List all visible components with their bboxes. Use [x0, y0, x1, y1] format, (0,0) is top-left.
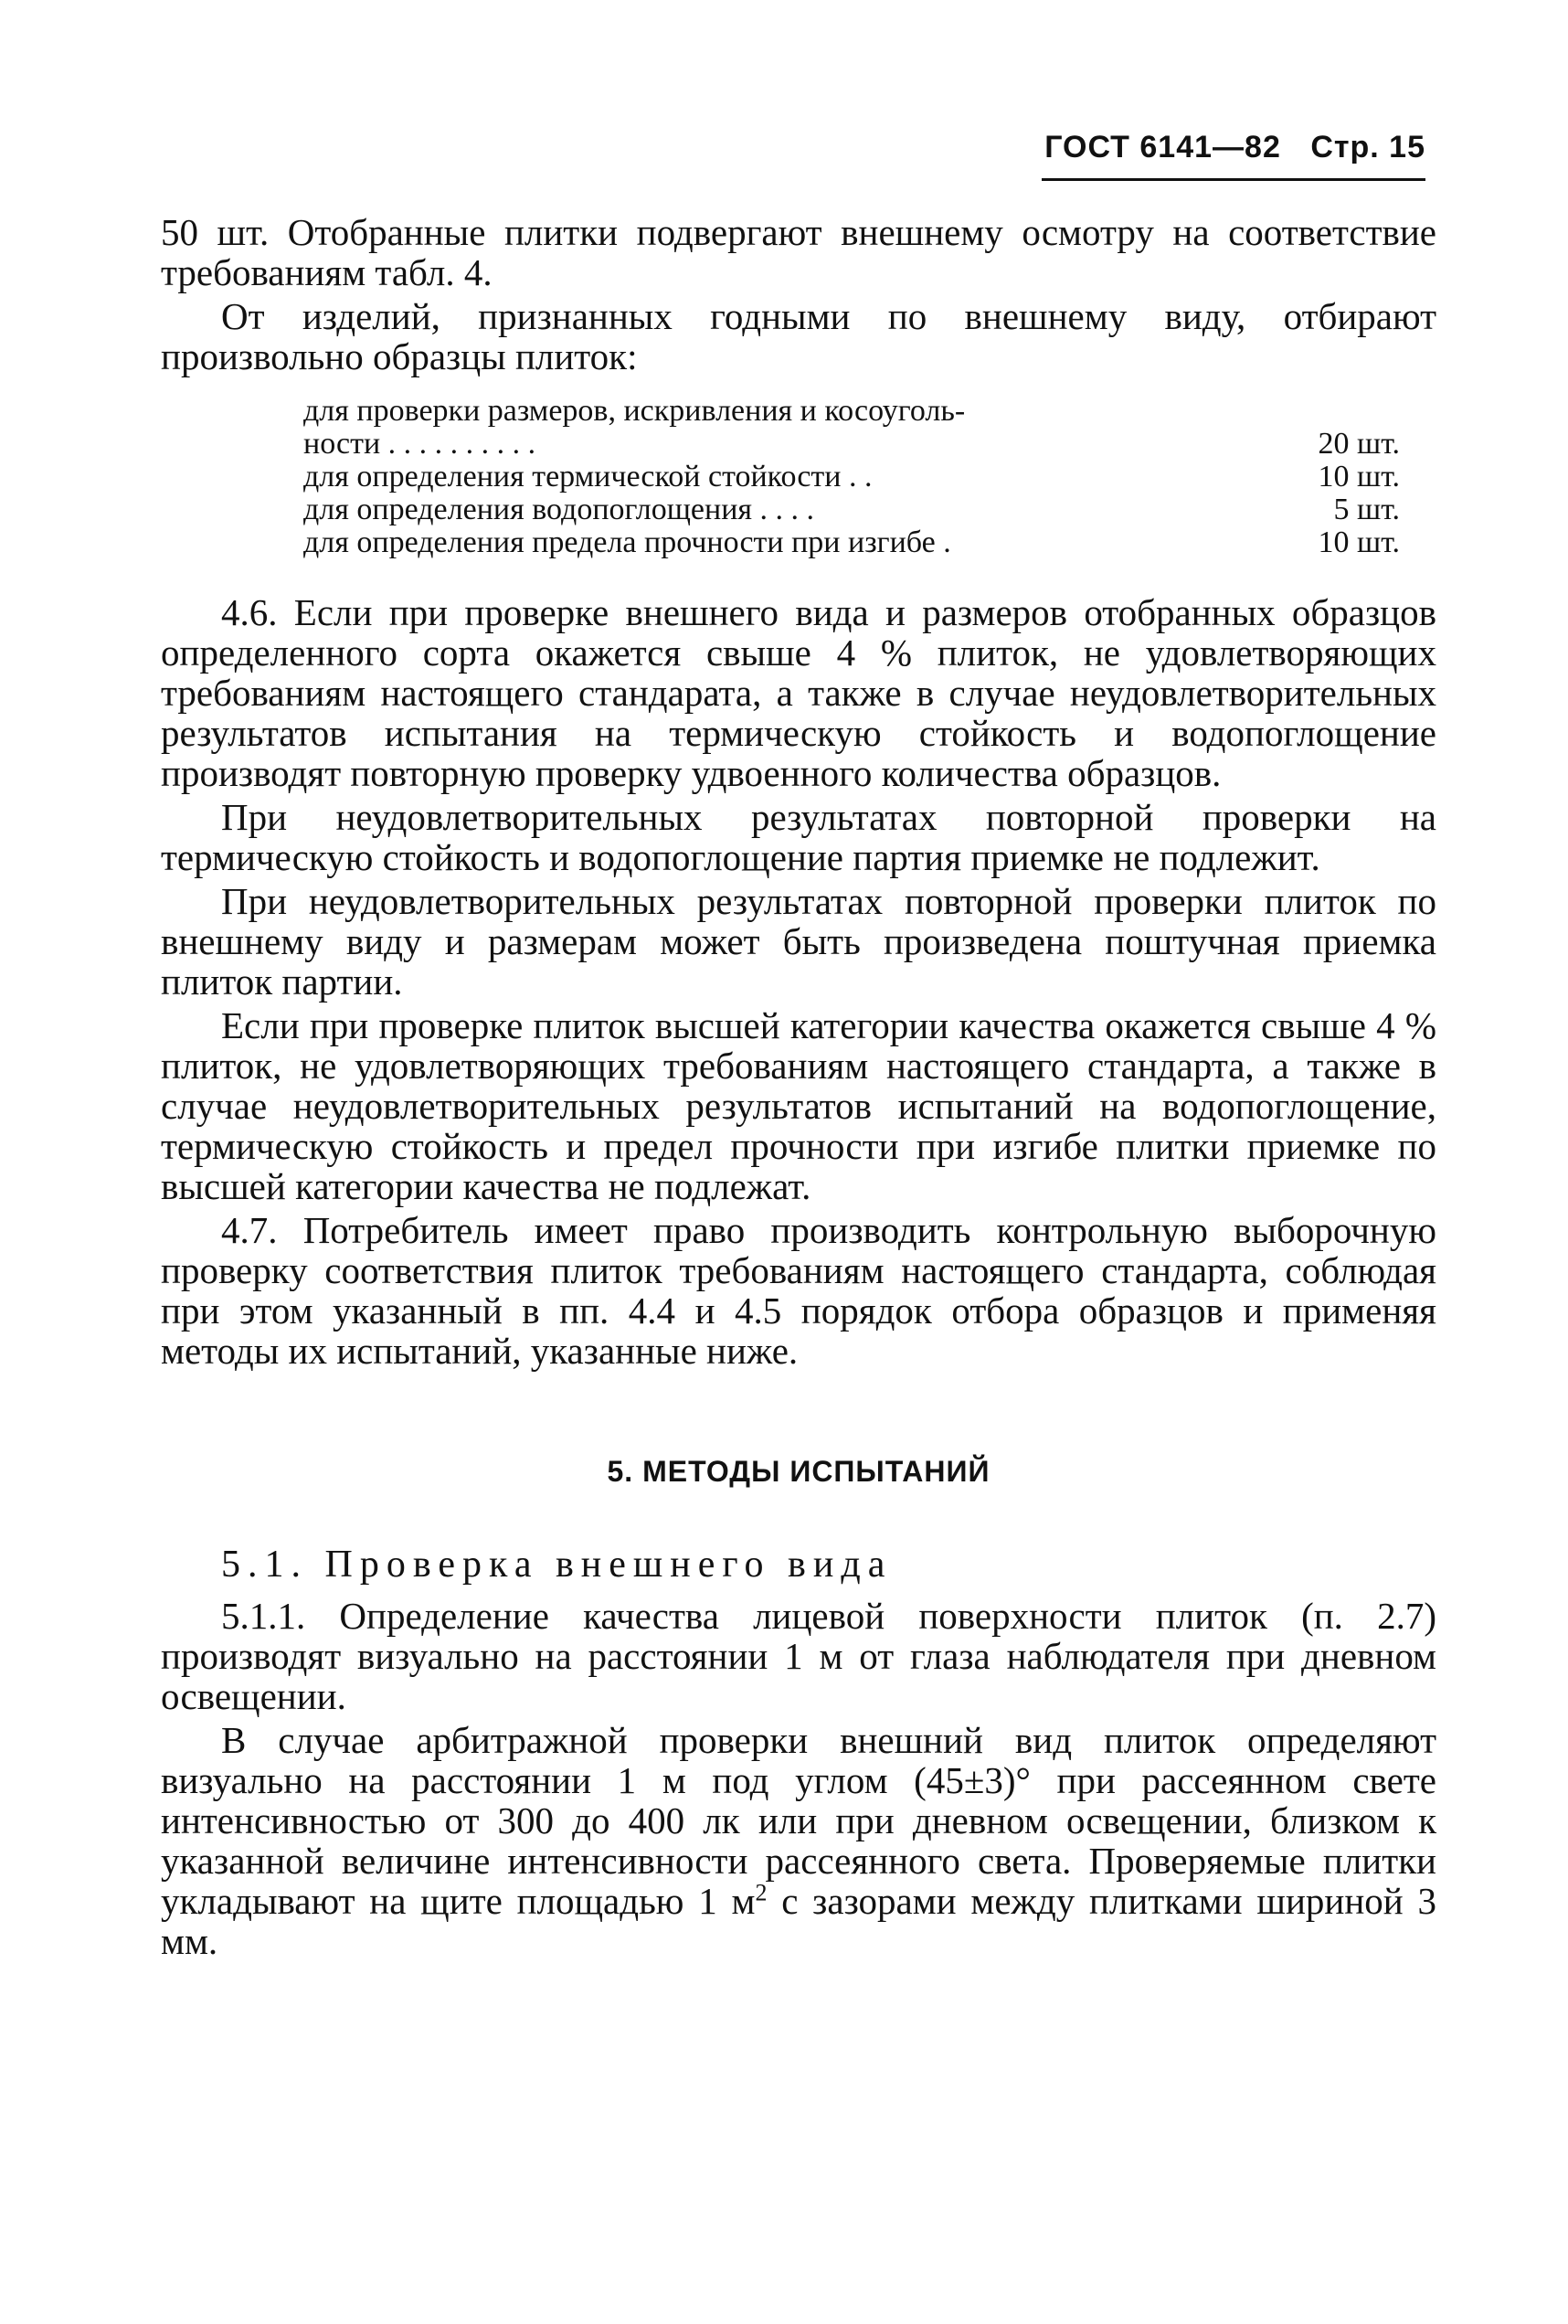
page-number: Стр. 15	[1310, 130, 1425, 164]
sample-list-item-qty: 10 шт.	[1318, 460, 1400, 493]
sample-list-item	[303, 493, 1436, 526]
page-header	[1042, 130, 1425, 181]
paragraph-5-1-1: 5.1.1. Определение качества лицевой поверхности плиток (п. 2.7) производят визуально на расстоянии 1 м от глаза наблюдателя при дневном освещении.	[161, 1595, 1436, 1717]
paragraph-repeat-test-fail: При неудовлетворительных результатах повторной проверки на термическую стойкость и водопоглощение партия приемке не подлежит.	[161, 796, 1436, 878]
sample-list-item-qty: 5 шт.	[1333, 493, 1400, 526]
paragraph-piecewise-acceptance: При неудовлетворительных результатах повторной проверки плиток по внешнему виду и размерам может быть произведена поштучная приемка плиток партии.	[161, 880, 1436, 1003]
sample-list	[303, 395, 1436, 559]
sample-list-item-label: для определения водопоглощения . . . .	[303, 493, 815, 526]
paragraph-highest-category: Если при проверке плиток высшей категории качества окажется свыше 4 % плиток, не удовлетворяющих требованиям настоящего стандарта, а также в случае неудовлетворительных результатов испытаний на водопоглощение, термическую стойкость и предел прочности при изгибе плитки приемке по высшей категории качества не подлежат.	[161, 1004, 1436, 1207]
section-title: 5. МЕТОДЫ ИСПЫТАНИЙ	[607, 1455, 991, 1488]
sample-list-item-label: ности . . . . . . . . . .	[303, 427, 536, 461]
sample-list-item	[303, 461, 1436, 493]
standard-number: ГОСТ 6141—82	[1044, 130, 1281, 164]
arbitration-text-end: с зазорами между плитками шириной 3 мм.	[161, 1880, 1436, 1962]
sample-list-item-label: для определения предела прочности при изгибе .	[303, 525, 951, 559]
paragraph-arbitration-check	[161, 1720, 1436, 1961]
subsection-title	[161, 1544, 1436, 1585]
subsection-title-text: 5.1. Проверка внешнего вида	[221, 1544, 893, 1586]
sample-list-item	[303, 526, 1436, 559]
sample-list-item-label-line1: для проверки размеров, искривления и косоуголь-	[303, 394, 966, 428]
sample-list-item-qty: 20 шт.	[1318, 427, 1400, 461]
arbitration-text: В случае арбитражной проверки внешний вид плиток определяют визуально на расстоянии 1 м под углом (45±3)° при рассеянном свете интенсивностью от 300 до 400 лк или при дневном освещении, близком к указанной величине интенсивности рассеянного света. Проверяемые плитки укладывают на щите площадью 1 м	[161, 1719, 1436, 1922]
sample-list-item-qty: 10 шт.	[1318, 525, 1400, 559]
paragraph-continuation: 50 шт. Отобранные плитки подвергают внешнему осмотру на соответствие требованиям табл. 4.	[161, 211, 1436, 293]
paragraph-4-7: 4.7. Потребитель имеет право производить контрольную выборочную проверку соответствия плиток требованиям настоящего стандарта, соблюдая при этом указанный в пп. 4.4 и 4.5 порядок отбора образцов и применяя методы их испытаний, указанные ниже.	[161, 1209, 1436, 1372]
document-body	[161, 212, 1436, 1965]
paragraph-sample-selection: От изделий, признанных годными по внешнему виду, отбирают произвольно образцы плиток:	[161, 295, 1436, 377]
paragraph-4-6: 4.6. Если при проверке внешнего вида и размеров отобранных образцов определенного сорта окажется свыше 4 % плиток, не удовлетворяющих требованиям настоящего стандарата, а также в случае неудовлетворительных результатов испытания на термическую стойкость и водопоглощение производят повторную проверку удвоенного количества образцов.	[161, 591, 1436, 794]
superscript: 2	[755, 1879, 768, 1906]
sample-list-item	[303, 428, 1436, 461]
sample-list-item-label: для определения термической стойкости . .	[303, 460, 873, 493]
